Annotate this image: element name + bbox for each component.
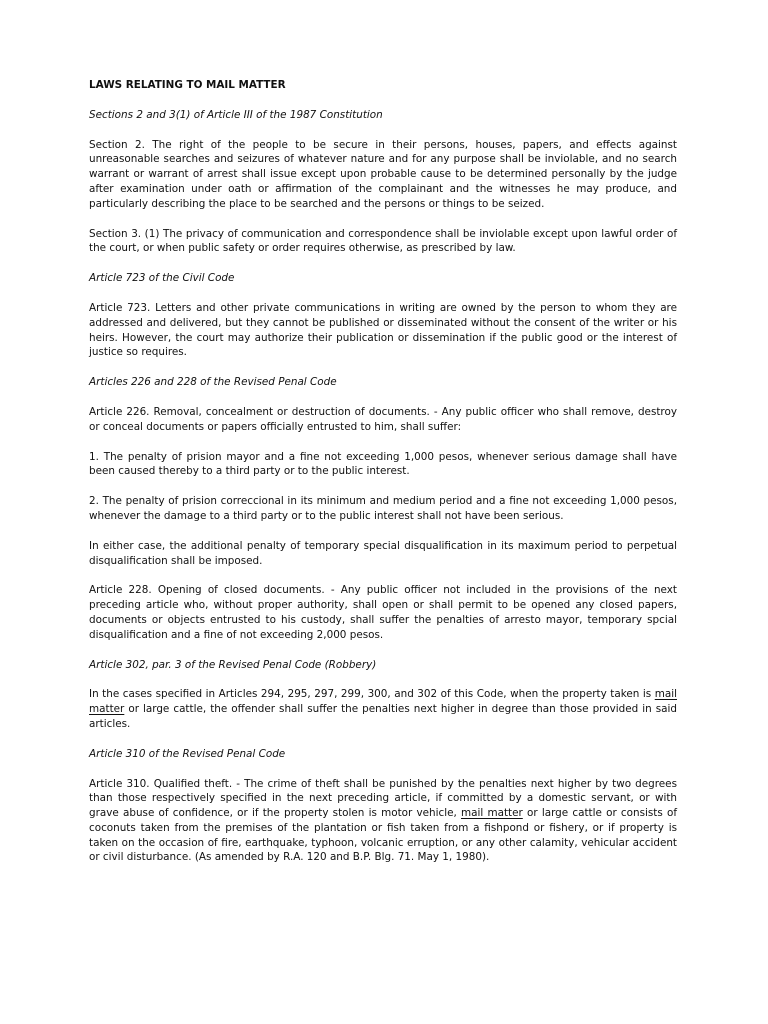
paragraph-article-723: Article 723. Letters and other private communications in writing are owned by the person to whom they are addressed and delivered, but they cannot be published or disseminated without the consent of the writer or his heirs. However, the court may authorize their publication or dissemination if the public good or the interest of justice so requires. bbox=[89, 301, 677, 359]
paragraph-article-310 bbox=[89, 777, 677, 866]
paragraph-section-3: Section 3. (1) The privacy of communication and correspondence shall be inviolable except upon lawful order of the court, or when public safety or order requires otherwise, as prescribed by law. bbox=[89, 227, 677, 255]
paragraph-section-2: Section 2. The right of the people to be secure in their persons, houses, papers, and effects against unreasonable searches and seizures of whatever nature and for any purpose shall be inviolable, and no search warrant or warrant of arrest shall issue except upon probable cause to be determined personally by the judge after examination under oath or affirmation of the complainant and the witnesses he may produce, and particularly describing the place to be searched and the persons or things to be seized. bbox=[89, 138, 677, 210]
paragraph-article-226-item-2: 2. The penalty of prision correccional in its minimum and medium period and a fine not exceeding 1,000 pesos, whenever the damage to a third party or to the public interest shall not have been serious. bbox=[89, 495, 677, 522]
paragraph-article-226-item-1: 1. The penalty of prision mayor and a fine not exceeding 1,000 pesos, whenever serious damage shall have been caused thereby to a third party or to the public interest. bbox=[89, 450, 677, 478]
heading-rpc-310: Article 310 of the Revised Penal Code bbox=[89, 747, 286, 760]
text-run: Article 310. Qualified theft. - The crime of theft shall be punished by the penalties next higher by two degrees than those respectively specified in the next preceding article, if committed by a domestic servant, or with grave abuse of confidence, or if the property stolen is motor vehicle, bbox=[89, 777, 677, 820]
paragraph-article-226: Article 226. Removal, concealment or destruction of documents. - Any public officer who shall remove, destroy or conceal documents or papers officially entrusted to him, shall suffer: bbox=[89, 405, 677, 433]
text-run: or large cattle or consists of coconuts taken from the premises of the plantation or fish taken from a fishpond or fishery, or if property is taken on the occasion of fire, earthquake, typhoon, volcanic erruption, or any other calamity, vehicular accident or civil disturbance. (As amended by R.A. 120 and B.P. Blg. 71. May 1, 1980). bbox=[89, 807, 678, 864]
underlined-mail-matter: mail matter bbox=[89, 688, 677, 716]
document-title: LAWS RELATING TO MAIL MATTER bbox=[89, 79, 286, 91]
text-run: or large cattle, the offender shall suffer the penalties next higher in degree than those provided in said articles. bbox=[89, 703, 677, 730]
paragraph-article-228: Article 228. Opening of closed documents. - Any public officer not included in the provisions of the next preceding article who, without proper authority, shall open or shall permit to be opened any closed papers, documents or objects entrusted to his custody, shall suffer the penalties of arresto mayor, temporary spcial disqualification and a fine of not exceeding 2,000 pesos. bbox=[89, 584, 677, 641]
underlined-mail-matter: mail matter bbox=[461, 807, 523, 820]
heading-constitution: Sections 2 and 3(1) of Article III of the 1987 Constitution bbox=[89, 108, 383, 121]
document-page bbox=[89, 78, 677, 880]
paragraph-article-226-either-case: In either case, the additional penalty of temporary special disqualification in its maximum period to perpetual disqualification shall be imposed. bbox=[89, 539, 677, 567]
heading-civil-code: Article 723 of the Civil Code bbox=[89, 272, 235, 285]
heading-rpc-302: Article 302, par. 3 of the Revised Penal Code (Robbery) bbox=[89, 658, 377, 671]
text-run: In the cases specified in Articles 294, 295, 297, 299, 300, and 302 of this Code, when the property taken is bbox=[89, 688, 655, 701]
heading-rpc-226-228: Articles 226 and 228 of the Revised Penal Code bbox=[89, 376, 337, 389]
paragraph-article-302 bbox=[89, 687, 677, 731]
